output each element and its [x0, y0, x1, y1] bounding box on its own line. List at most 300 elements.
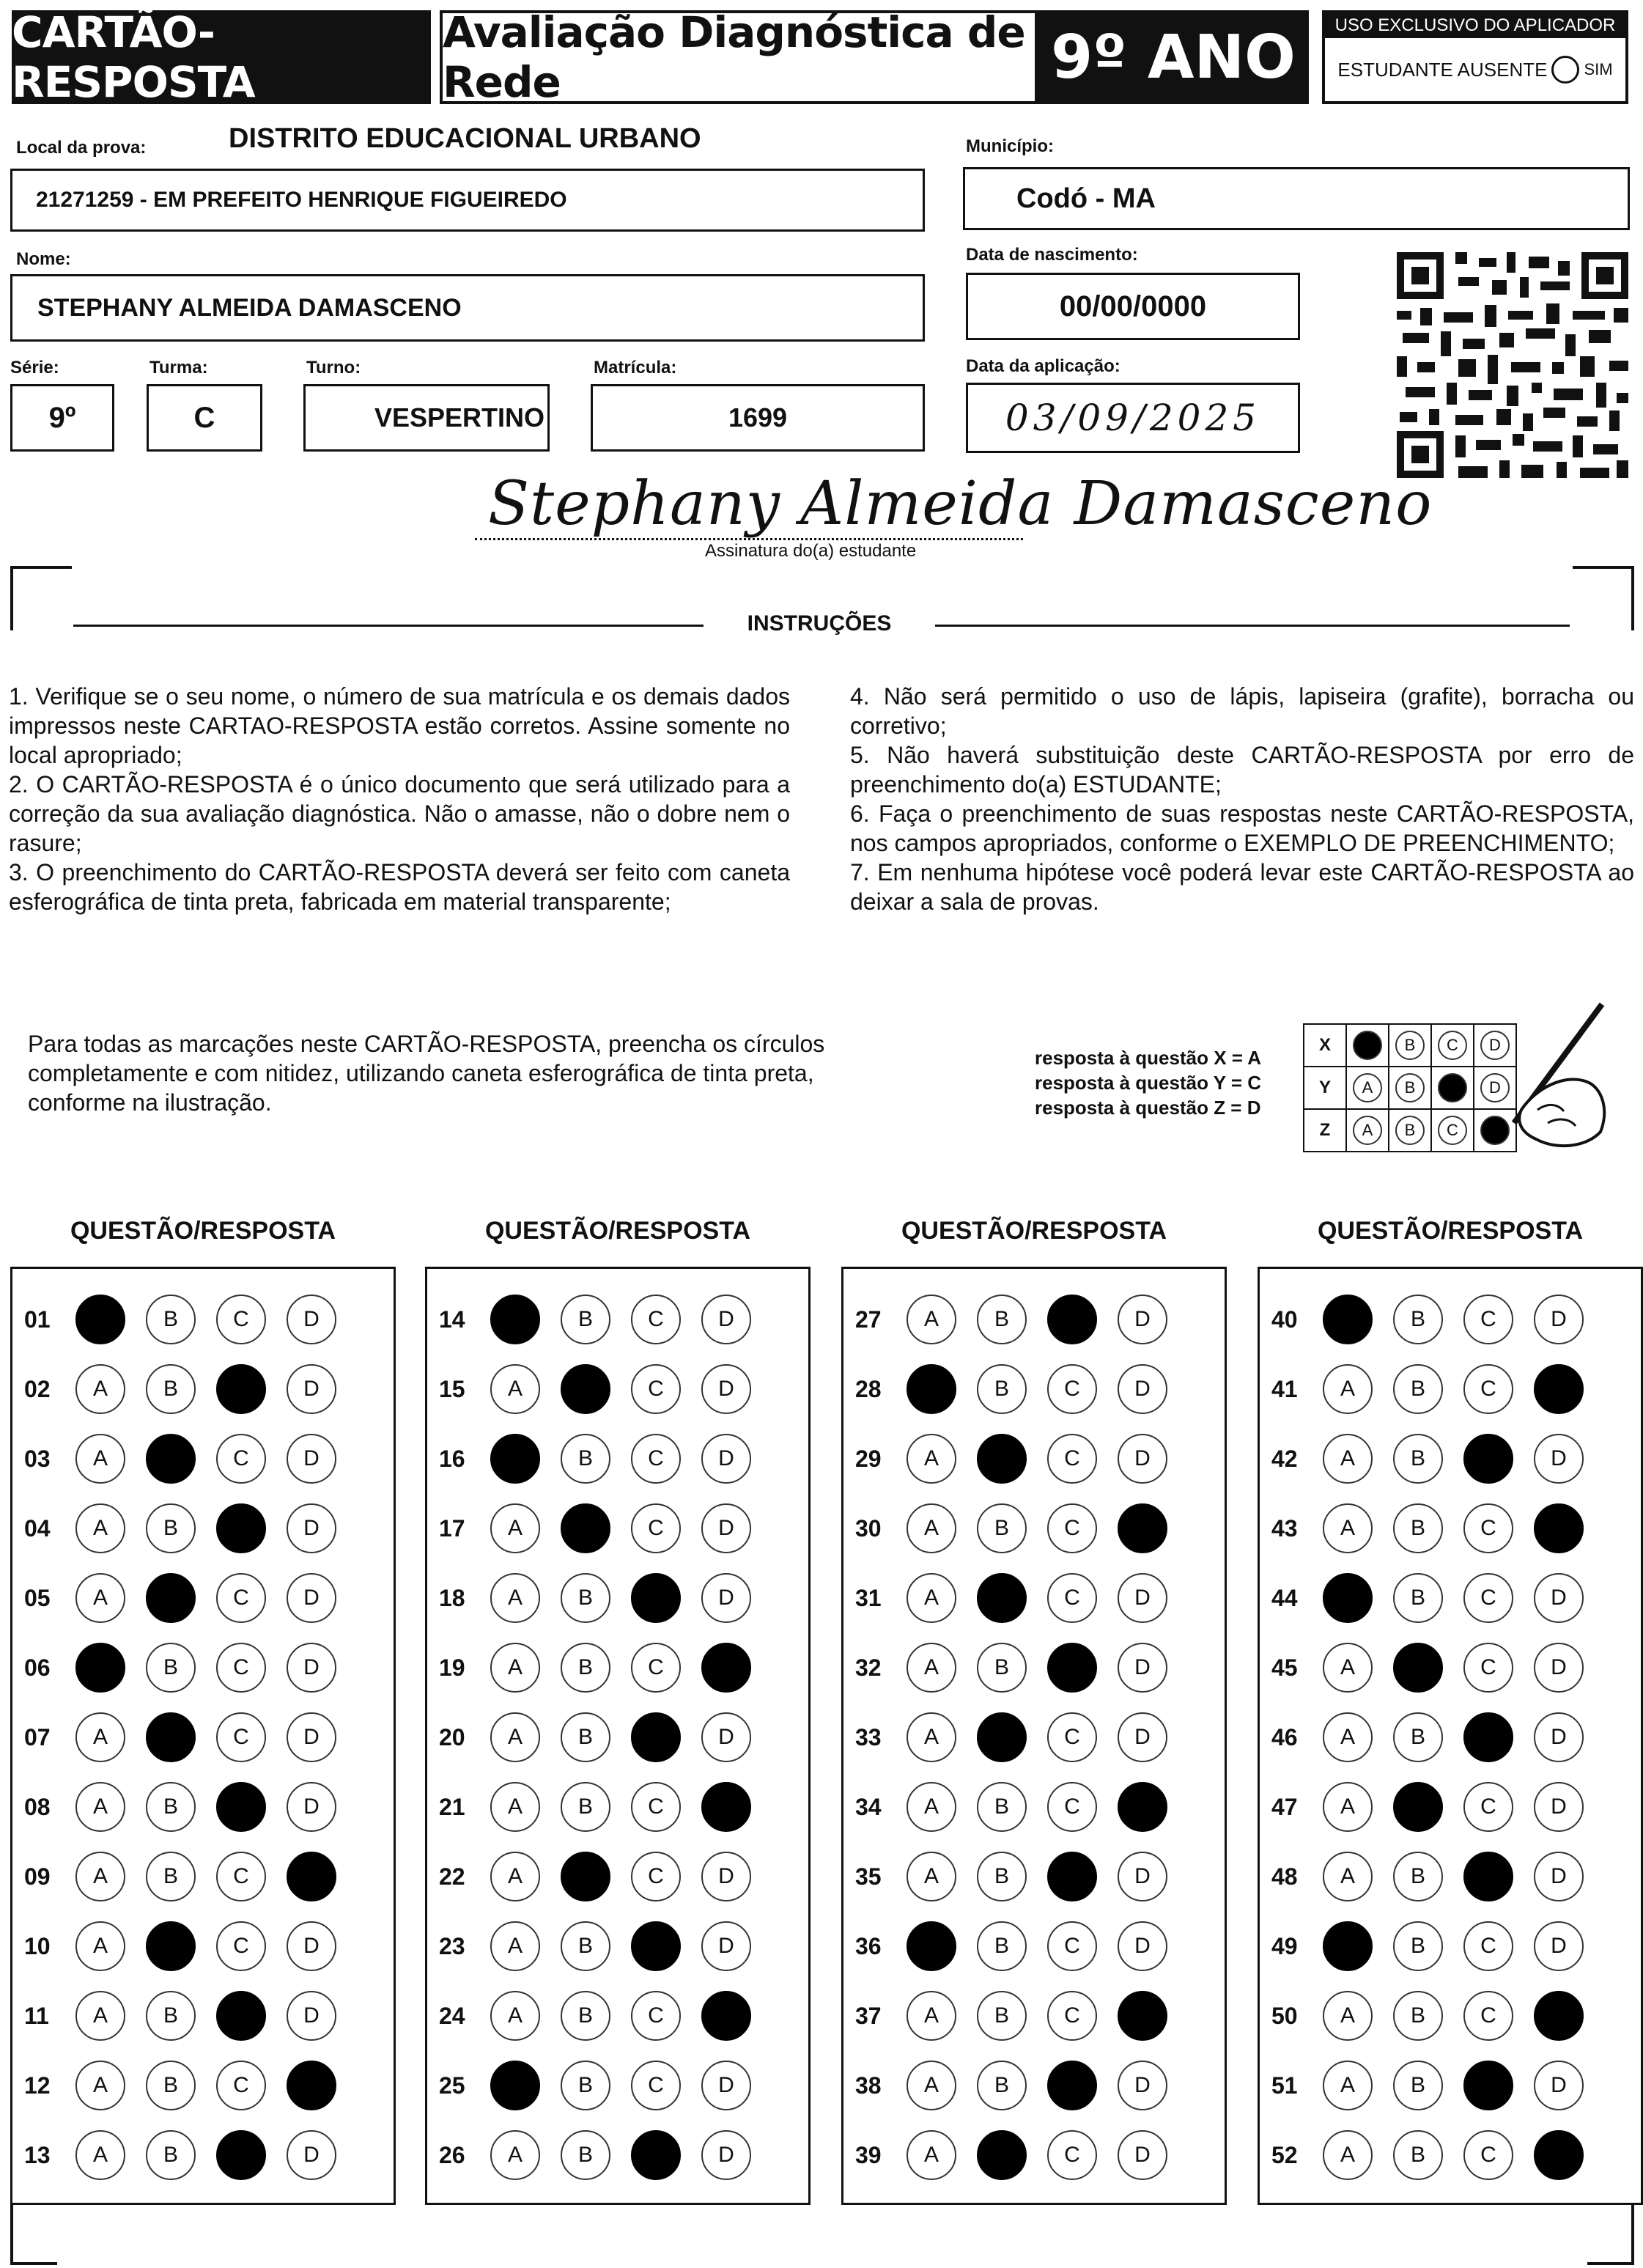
answer-bubble-d[interactable]: D [701, 1503, 751, 1553]
example-bubble: D [1480, 1031, 1510, 1060]
question-number: 32 [855, 1654, 882, 1681]
card-title: CARTÃO-RESPOSTA [12, 10, 431, 104]
answer-bubble-b[interactable] [146, 1573, 196, 1623]
answer-bubble-c[interactable] [1463, 2061, 1513, 2110]
answer-bubble-b[interactable]: B [561, 1921, 610, 1971]
answer-bubble-b[interactable]: B [561, 1782, 610, 1832]
example-bubble [1438, 1073, 1467, 1102]
answer-bubble-c[interactable] [631, 2130, 681, 2180]
answer-bubble-d[interactable]: D [701, 1364, 751, 1414]
answer-bubble-c[interactable] [216, 1364, 266, 1414]
question-number: 34 [855, 1793, 882, 1820]
answer-bubble-b[interactable]: B [1393, 2130, 1443, 2180]
question-number: 04 [24, 1514, 51, 1542]
answer-bubble-b[interactable]: B [146, 2061, 196, 2110]
question-number: 43 [1271, 1514, 1298, 1542]
answer-bubble-b[interactable]: B [146, 1643, 196, 1693]
instructions-rule-right [935, 625, 1570, 627]
question-number: 26 [439, 2141, 465, 2168]
answer-bubble-b[interactable] [1393, 1643, 1443, 1693]
answer-bubble-c[interactable]: C [631, 1503, 681, 1553]
answer-bubble-d[interactable]: D [701, 2130, 751, 2180]
answer-bubble-b[interactable]: B [1393, 1921, 1443, 1971]
answer-bubble-d[interactable]: D [1118, 1434, 1167, 1484]
answer-bubble-a[interactable]: A [75, 1921, 125, 1971]
answer-bubble-d[interactable] [1118, 1782, 1167, 1832]
answer-bubble-a[interactable]: A [490, 1991, 540, 2041]
answer-bubble-a[interactable]: A [907, 1434, 956, 1484]
answer-bubble-a[interactable]: A [75, 1991, 125, 2041]
answer-bubble-a[interactable]: A [907, 1712, 956, 1762]
answer-bubble-d[interactable] [1534, 1364, 1584, 1414]
instruction-6: 6. Faça o preenchimento de suas respostas neste CARTÃO-RESPOSTA, nos campos apropriados, conforme o EXEMPLO DE PREENCHIMENTO; [850, 800, 1634, 856]
answer-bubble-a[interactable]: A [490, 1782, 540, 1832]
answer-bubble-d[interactable] [1118, 1991, 1167, 2041]
answer-bubble-d[interactable]: D [287, 1643, 336, 1693]
answer-bubble-d[interactable]: D [1534, 1712, 1584, 1762]
question-number: 07 [24, 1723, 51, 1750]
answer-bubble-c[interactable]: C [1463, 1921, 1513, 1971]
answer-bubble-d[interactable] [701, 1782, 751, 1832]
answer-bubble-d[interactable]: D [701, 1852, 751, 1901]
answer-bubble-c[interactable]: C [216, 1852, 266, 1901]
answer-bubble-c[interactable] [216, 1782, 266, 1832]
answer-bubble-b[interactable]: B [977, 1782, 1027, 1832]
answer-bubble-a[interactable]: A [490, 2130, 540, 2180]
answer-bubble-c[interactable] [216, 2130, 266, 2180]
answer-bubble-a[interactable]: A [907, 2061, 956, 2110]
answer-bubble-a[interactable]: A [1323, 1991, 1373, 2041]
answer-bubble-d[interactable]: D [1534, 1573, 1584, 1623]
question-row [12, 1569, 357, 1627]
question-row [843, 1708, 1188, 1767]
frame-corner-bottom-left [10, 2203, 57, 2265]
example-bubble: C [1438, 1116, 1467, 1145]
answer-bubble-c[interactable] [1047, 1643, 1097, 1693]
answer-bubble-d[interactable]: D [1534, 1434, 1584, 1484]
answer-bubble-d[interactable]: D [287, 1991, 336, 2041]
question-number: 36 [855, 1932, 882, 1959]
answer-bubble-b[interactable] [146, 1434, 196, 1484]
answer-bubble-c[interactable] [1463, 1712, 1513, 1762]
answer-bubble-d[interactable] [701, 1991, 751, 2041]
example-cell [1346, 1024, 1389, 1067]
answer-bubble-a[interactable]: A [907, 2130, 956, 2180]
answer-bubble-b[interactable]: B [1393, 1434, 1443, 1484]
answer-bubble-b[interactable] [977, 2130, 1027, 2180]
answer-bubble-b[interactable]: B [977, 2061, 1027, 2110]
answer-bubble-d[interactable]: D [287, 1295, 336, 1344]
answer-bubble-b[interactable]: B [977, 1921, 1027, 1971]
example-bubble: C [1438, 1031, 1467, 1060]
answer-bubble-c[interactable]: C [1463, 1991, 1513, 2041]
answer-bubble-c[interactable] [1047, 2061, 1097, 2110]
question-number: 47 [1271, 1793, 1298, 1820]
example-bubble: A [1353, 1116, 1382, 1145]
question-row [12, 1987, 357, 2045]
column-header: QUESTÃO/RESPOSTA [901, 1217, 1167, 1245]
question-number: 09 [24, 1863, 51, 1890]
answer-bubble-d[interactable]: D [1534, 1295, 1584, 1344]
answer-bubble-b[interactable] [1393, 1782, 1443, 1832]
answer-bubble-c[interactable] [216, 1991, 266, 2041]
answer-bubble-a[interactable]: A [1323, 1503, 1373, 1553]
frame-corner-top-right [1573, 566, 1634, 630]
answer-bubble-a[interactable] [1323, 1295, 1373, 1344]
answer-bubble-c[interactable]: C [1047, 1782, 1097, 1832]
answer-bubble-a[interactable]: A [490, 1573, 540, 1623]
answer-bubble-c[interactable]: C [1047, 1573, 1097, 1623]
municipio-field [963, 167, 1630, 230]
answer-bubble-a[interactable]: A [907, 1991, 956, 2041]
answer-bubble-c[interactable]: C [216, 1712, 266, 1762]
question-number: 37 [855, 2002, 882, 2029]
answer-bubble-c[interactable]: C [1463, 2130, 1513, 2180]
instruction-4: 4. Não será permitido o uso de lápis, lapiseira (grafite), borracha ou corretivo; [850, 683, 1634, 739]
answer-bubble-c[interactable] [1463, 1434, 1513, 1484]
answer-bubble-c[interactable]: C [216, 1295, 266, 1344]
question-row [843, 1429, 1188, 1488]
answer-bubble-b[interactable]: B [146, 1295, 196, 1344]
answer-bubble-b[interactable]: B [1393, 2061, 1443, 2110]
answer-bubble-c[interactable]: C [216, 2061, 266, 2110]
answer-bubble-d[interactable]: D [1534, 1852, 1584, 1901]
answer-bubble-a[interactable]: A [907, 1503, 956, 1553]
example-row-label: Z [1304, 1109, 1346, 1152]
answer-bubble-a[interactable]: A [75, 1503, 125, 1553]
answer-bubble-a[interactable]: A [75, 2130, 125, 2180]
answer-bubble-d[interactable]: D [1118, 1643, 1167, 1693]
answer-bubble-a[interactable]: A [490, 1503, 540, 1553]
answer-bubble-a[interactable]: A [907, 1573, 956, 1623]
instructions-rule-left [73, 625, 704, 627]
answer-bubble-c[interactable]: C [631, 1364, 681, 1414]
fill-instruction: Para todas as marcações neste CARTÃO-RESPOSTA, preencha os círculos completamente e com nitidez, utilizando caneta esferográfica de tinta preta, conforme na ilustração. [28, 1031, 825, 1116]
answer-bubble-c[interactable]: C [1047, 1364, 1097, 1414]
question-row [427, 1708, 772, 1767]
question-row [843, 1499, 1188, 1558]
answer-bubble-a[interactable]: A [490, 1852, 540, 1901]
answer-bubble-d[interactable]: D [287, 1573, 336, 1623]
answer-bubble-d[interactable]: D [287, 1364, 336, 1414]
answer-bubble-b[interactable]: B [1393, 1712, 1443, 1762]
answer-bubble-c[interactable] [631, 1573, 681, 1623]
answer-bubble-b[interactable]: B [1393, 1364, 1443, 1414]
answer-bubble-a[interactable]: A [907, 1782, 956, 1832]
question-number: 42 [1271, 1445, 1298, 1472]
answer-bubble-c[interactable]: C [216, 1573, 266, 1623]
birthdate-field [966, 273, 1300, 340]
answer-bubble-d[interactable] [287, 1852, 336, 1901]
answer-bubble-a[interactable]: A [490, 1643, 540, 1693]
answer-bubble-d[interactable]: D [1118, 1364, 1167, 1414]
answer-bubble-a[interactable] [1323, 1921, 1373, 1971]
answer-bubble-c[interactable]: C [1463, 1643, 1513, 1693]
absent-checkbox[interactable] [1551, 56, 1579, 84]
example-bubble: B [1395, 1031, 1425, 1060]
answer-bubble-b[interactable]: B [1393, 1573, 1443, 1623]
answer-bubble-c[interactable]: C [631, 1991, 681, 2041]
answer-bubble-a[interactable]: A [1323, 2061, 1373, 2110]
question-number: 24 [439, 2002, 465, 2029]
answer-bubble-b[interactable] [561, 1503, 610, 1553]
question-row [12, 1429, 357, 1488]
answer-bubble-a[interactable]: A [75, 1782, 125, 1832]
question-row [1260, 1638, 1604, 1697]
answer-bubble-c[interactable]: C [631, 1643, 681, 1693]
example-cell [1389, 1067, 1431, 1109]
question-number: 12 [24, 2072, 51, 2099]
answer-bubble-d[interactable]: D [1118, 2061, 1167, 2110]
answer-bubble-c[interactable]: C [631, 1852, 681, 1901]
answer-bubble-d[interactable] [1118, 1503, 1167, 1553]
application-date-value: 03/09/2025 [1005, 397, 1261, 439]
question-number: 46 [1271, 1723, 1298, 1750]
answer-bubble-b[interactable]: B [977, 1295, 1027, 1344]
answer-bubble-d[interactable]: D [1118, 1852, 1167, 1901]
answer-bubble-a[interactable]: A [490, 1921, 540, 1971]
answer-bubble-b[interactable]: B [561, 1295, 610, 1344]
question-row [1260, 1847, 1604, 1906]
answer-bubble-d[interactable]: D [287, 1503, 336, 1553]
answer-bubble-b[interactable]: B [1393, 1991, 1443, 2041]
answer-bubble-b[interactable]: B [561, 1991, 610, 2041]
answer-bubble-b[interactable] [561, 1852, 610, 1901]
answer-bubble-c[interactable]: C [216, 1434, 266, 1484]
matricula-label: Matrícula: [594, 358, 677, 378]
answer-bubble-b[interactable]: B [146, 1852, 196, 1901]
example-bubble: A [1353, 1073, 1382, 1102]
answer-bubble-b[interactable]: B [1393, 1852, 1443, 1901]
application-date-field[interactable] [966, 383, 1300, 453]
answer-bubble-c[interactable]: C [1463, 1503, 1513, 1553]
answer-bubble-a[interactable] [490, 1434, 540, 1484]
answer-bubble-b[interactable] [146, 1921, 196, 1971]
answer-bubble-b[interactable]: B [561, 1434, 610, 1484]
answer-bubble-b[interactable] [977, 1434, 1027, 1484]
example-row-label: X [1304, 1024, 1346, 1067]
answer-bubble-a[interactable]: A [75, 1712, 125, 1762]
answer-bubble-a[interactable] [1323, 1573, 1373, 1623]
answer-bubble-c[interactable] [1047, 1295, 1097, 1344]
example-line-y: resposta à questão Y = C [1035, 1072, 1262, 1094]
question-row [1260, 1290, 1604, 1349]
answer-bubble-b[interactable] [146, 1712, 196, 1762]
answer-bubble-d[interactable] [1534, 2130, 1584, 2180]
answer-bubble-b[interactable] [561, 1364, 610, 1414]
answer-bubble-a[interactable]: A [1323, 1434, 1373, 1484]
grade-title: 9º ANO [1038, 10, 1309, 104]
question-row [427, 2056, 772, 2115]
answer-bubble-b[interactable]: B [146, 1503, 196, 1553]
answer-bubble-d[interactable]: D [1534, 1643, 1584, 1693]
question-number: 11 [24, 2002, 49, 2029]
question-row [1260, 1778, 1604, 1836]
answer-bubble-b[interactable]: B [977, 1503, 1027, 1553]
answer-bubble-b[interactable]: B [561, 2061, 610, 2110]
answer-bubble-a[interactable] [490, 2061, 540, 2110]
answer-bubble-a[interactable]: A [75, 1434, 125, 1484]
example-bubble: D [1480, 1073, 1510, 1102]
answer-bubble-d[interactable]: D [1118, 1712, 1167, 1762]
answer-bubble-a[interactable]: A [907, 1852, 956, 1901]
question-row [1260, 1708, 1604, 1767]
answer-bubble-d[interactable] [287, 2061, 336, 2110]
answer-bubble-b[interactable]: B [977, 1643, 1027, 1693]
answer-bubble-b[interactable]: B [1393, 1503, 1443, 1553]
answer-bubble-c[interactable]: C [631, 1782, 681, 1832]
question-row [427, 1987, 772, 2045]
answer-bubble-b[interactable]: B [146, 1364, 196, 1414]
applicator-title: USO EXCLUSIVO DO APLICADOR [1325, 13, 1625, 38]
answer-bubble-a[interactable]: A [1323, 1852, 1373, 1901]
answer-bubble-b[interactable]: B [561, 2130, 610, 2180]
student-signature: Stephany Almeida Damasceno [488, 469, 1433, 539]
question-row [427, 1638, 772, 1697]
question-row [843, 1360, 1188, 1418]
turma-value: C [193, 401, 215, 434]
answer-bubble-a[interactable]: A [1323, 1643, 1373, 1693]
answer-bubble-c[interactable]: C [1463, 1573, 1513, 1623]
question-row [843, 1987, 1188, 2045]
answer-bubble-d[interactable]: D [287, 1434, 336, 1484]
answer-bubble-d[interactable]: D [287, 2130, 336, 2180]
answer-bubble-d[interactable]: D [287, 1712, 336, 1762]
answer-bubble-a[interactable]: A [1323, 2130, 1373, 2180]
answer-bubble-a[interactable]: A [75, 1364, 125, 1414]
answer-bubble-a[interactable]: A [907, 1643, 956, 1693]
answer-bubble-a[interactable]: A [1323, 1364, 1373, 1414]
question-row [12, 1638, 357, 1697]
answer-bubble-c[interactable]: C [631, 1295, 681, 1344]
answer-bubble-a[interactable]: A [75, 1852, 125, 1901]
question-number: 35 [855, 1863, 882, 1890]
answer-bubble-d[interactable]: D [701, 1712, 751, 1762]
matricula-field [591, 384, 925, 452]
answer-bubble-d[interactable]: D [1118, 2130, 1167, 2180]
question-number: 33 [855, 1723, 882, 1750]
hand-pen-icon [1477, 1000, 1617, 1154]
answer-bubble-d[interactable]: D [1118, 1921, 1167, 1971]
example-cell [1346, 1109, 1389, 1152]
answer-bubble-a[interactable]: A [907, 1295, 956, 1344]
answer-bubble-c[interactable]: C [216, 1643, 266, 1693]
answer-bubble-b[interactable]: B [977, 1364, 1027, 1414]
turma-label: Turma: [149, 358, 208, 378]
answer-bubble-c[interactable] [1463, 1852, 1513, 1901]
question-row [427, 1360, 772, 1418]
answer-bubble-a[interactable] [907, 1921, 956, 1971]
answer-bubble-a[interactable]: A [1323, 1712, 1373, 1762]
answer-bubble-d[interactable]: D [1534, 1782, 1584, 1832]
answer-bubble-c[interactable]: C [631, 1434, 681, 1484]
answer-bubble-b[interactable]: B [146, 1991, 196, 2041]
answer-bubble-c[interactable]: C [1047, 1712, 1097, 1762]
answer-bubble-d[interactable]: D [701, 2061, 751, 2110]
answer-bubble-a[interactable]: A [75, 2061, 125, 2110]
answer-bubble-b[interactable]: B [977, 1991, 1027, 2041]
answer-bubble-d[interactable]: D [1534, 2061, 1584, 2110]
frame-corner-bottom-right [1587, 2203, 1634, 2265]
answer-bubble-c[interactable]: C [216, 1921, 266, 1971]
answer-bubble-b[interactable]: B [977, 1852, 1027, 1901]
answer-bubble-d[interactable]: D [287, 1921, 336, 1971]
answer-bubble-c[interactable] [631, 1712, 681, 1762]
answer-bubble-c[interactable] [1047, 1852, 1097, 1901]
answer-bubble-d[interactable] [1534, 1503, 1584, 1553]
answer-bubble-d[interactable]: D [1118, 1573, 1167, 1623]
question-row [843, 1778, 1188, 1836]
question-number: 29 [855, 1445, 882, 1472]
answer-bubble-c[interactable]: C [1463, 1364, 1513, 1414]
turma-field [147, 384, 262, 452]
answer-bubble-a[interactable]: A [1323, 1782, 1373, 1832]
answer-bubble-a[interactable]: A [75, 1573, 125, 1623]
example-cell [1346, 1067, 1389, 1109]
question-number: 28 [855, 1375, 882, 1402]
answer-bubble-c[interactable]: C [1463, 1782, 1513, 1832]
absent-yes-label: SIM [1584, 60, 1613, 78]
answer-bubble-d[interactable]: D [701, 1573, 751, 1623]
answer-bubble-b[interactable] [977, 1712, 1027, 1762]
answer-bubble-d[interactable]: D [287, 1782, 336, 1832]
answer-bubble-b[interactable]: B [561, 1712, 610, 1762]
question-number: 52 [1271, 2141, 1298, 2168]
question-number: 41 [1271, 1375, 1298, 1402]
answer-bubble-a[interactable] [490, 1295, 540, 1344]
answer-bubble-c[interactable]: C [631, 2061, 681, 2110]
answer-bubble-c[interactable] [216, 1503, 266, 1553]
answer-bubble-c[interactable]: C [1047, 1921, 1097, 1971]
question-row [427, 1778, 772, 1836]
answer-bubble-c[interactable]: C [1463, 1295, 1513, 1344]
question-row [427, 1499, 772, 1558]
answer-bubble-c[interactable]: C [1047, 2130, 1097, 2180]
answer-bubble-b[interactable]: B [146, 1782, 196, 1832]
answer-bubble-d[interactable]: D [1118, 1295, 1167, 1344]
answer-bubble-a[interactable] [75, 1295, 125, 1344]
question-row [843, 1917, 1188, 1976]
answer-bubble-d[interactable]: D [1534, 1921, 1584, 1971]
answer-bubble-b[interactable] [977, 1573, 1027, 1623]
question-number: 20 [439, 1723, 465, 1750]
answer-bubble-a[interactable]: A [490, 1712, 540, 1762]
answer-bubble-b[interactable]: B [561, 1573, 610, 1623]
answer-bubble-d[interactable]: D [701, 1434, 751, 1484]
answer-bubble-b[interactable]: B [146, 2130, 196, 2180]
answer-bubble-b[interactable]: B [1393, 1295, 1443, 1344]
question-number: 08 [24, 1793, 51, 1820]
answer-bubble-c[interactable]: C [1047, 1991, 1097, 2041]
answer-bubble-d[interactable] [1534, 1991, 1584, 2041]
answer-bubble-c[interactable] [631, 1921, 681, 1971]
answer-bubble-a[interactable] [75, 1643, 125, 1693]
answer-bubble-a[interactable] [907, 1364, 956, 1414]
answer-bubble-c[interactable]: C [1047, 1503, 1097, 1553]
answer-bubble-c[interactable]: C [1047, 1434, 1097, 1484]
answer-bubble-d[interactable]: D [701, 1295, 751, 1344]
question-number: 21 [439, 1793, 465, 1820]
answer-bubble-a[interactable]: A [490, 1364, 540, 1414]
answer-bubble-d[interactable]: D [701, 1921, 751, 1971]
question-row [1260, 1499, 1604, 1558]
answer-bubble-d[interactable] [701, 1643, 751, 1693]
question-number: 05 [24, 1584, 51, 1611]
answer-bubble-b[interactable]: B [561, 1643, 610, 1693]
example-row-label: Y [1304, 1067, 1346, 1109]
turno-field [303, 384, 550, 452]
question-row [12, 2126, 357, 2184]
